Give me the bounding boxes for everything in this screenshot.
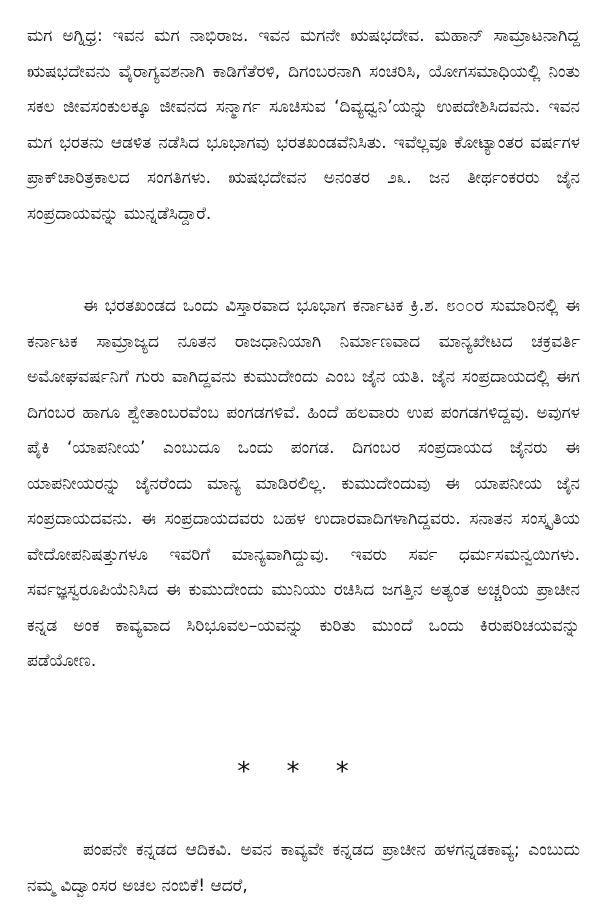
section-separator: * * * (237, 757, 363, 787)
paragraph-3: ಪಂಪನೇ ಕನ್ನಡದ ಆದಿಕವಿ. ಅವನ ಕಾವ್ಯವೇ ಕನ್ನಡದ ಪ್ರಾಚೀನ ಹಳಗನ್ನಡಕಾವ್ಯ; ಎಂಬುದು ನಮ್ಮ ವಿದ್ವಾಂಸರ ಅಚಲ ನಂಬಿಕೆ! ಆದರೆ, (27, 840, 580, 896)
paragraph-2: ಈ ಭರತಖಂಡದ ಒಂದು ವಿಸ್ತಾರವಾದ ಭೂಭಾಗ ಕರ್ನಾಟಕ ಕ್ರಿ.ಶ. ೮೦೦ರ ಸುಮಾರಿನಲ್ಲಿ ಈ ಕರ್ನಾಟಕ ಸಾಮ್ರಾಜ್ಯದ ನೂತನ ರಾಜಧಾನಿಯಾಗಿ ನಿರ್ಮಾಣವಾದ ಮಾನ್ಯಖೇಟದ ಚಕ್ರವರ್ತಿ ಅಮೋಘವರ್ಷನಿಗೆ ಗುರು ವಾಗಿದ್ದವನು ಕುಮುದೇಂದು ಎಂಬ ಜೈನ ಯತಿ. ಜೈನ ಸಂಪ್ರದಾಯದಲ್ಲಿ ಈಗ ದಿಗಂಬರ ಹಾಗೂ ಶ್ವೇತಾಂಬರವೆಂಬ ಪಂಗಡಗಳಿವೆ. ಹಿಂದೆ ಹಲವಾರು ಉಪ ಪಂಗಡಗಳಿದ್ದವು. ಅವುಗಳ ಪೈಕಿ ‘ಯಾಪನೀಯ’ ಎಂಬುದೂ ಒಂದು ಪಂಗಡ. ದಿಗಂಬರ ಸಂಪ್ರದಾಯದ ಜೈನರು ಈ ಯಾಪನೀಯರನ್ನು ಜೈನರೆಂದು ಮಾನ್ಯ ಮಾಡಿರಲಿಲ್ಲ. ಕುಮುದೇಂದುವು ಈ ಯಾಪನೀಯ ಜೈನ ಸಂಪ್ರದಾಯದವನು. ಈ ಸಂಪ್ರದಾಯದವರು ಬಹಳ ಉದಾರವಾದಿಗಳಾಗಿದ್ದವರು. ಸನಾತನ ಸಂಸ್ಕೃತಿಯ ವೇದೋಪನಿಷತ್ತುಗಳೂ ಇವರಿಗೆ ಮಾನ್ಯವಾಗಿದ್ದುವು. ಇವರು ಸರ್ವ ಧರ್ಮಸಮನ್ವಯಿಗಳು. ಸರ್ವಜ್ಞಸ್ವರೂಪಿಯೆನಿಸಿದ ಈ ಕುಮುದೇಂದು ಮುನಿಯು ರಚಿಸಿದ ಜಗತ್ತಿನ ಅತ್ಯಂತ ಅಚ್ಚರಿಯ ಪ್ರಾಚೀನ ಕನ್ನಡ ಅಂಕ ಕಾವ್ಯವಾದ ಸಿರಿಭೂವಲ–ಯವನ್ನು ಕುರಿತು ಮುಂದೆ ಒಂದು ಕಿರುಪರಿಚಯವನ್ನು ಪಡೆಯೋಣ. (27, 296, 580, 671)
paragraph-1: ಮಗ ಅಗ್ನಿಧ್ರ: ಇವನ ಮಗ ನಾಭಿರಾಜ. ಇವನ ಮಗನೇ ಋಷಭದೇವ. ಮಹಾನ್ ಸಾಮ್ರಾಟನಾಗಿದ್ದ ಋಷಭದೇವನು ವೈರಾಗ್ಯವಶನಾಗಿ ಕಾಡಿಗೆತೆರಳಿ, ದಿಗಂಬರನಾಗಿ ಸಂಚರಿಸಿ, ಯೋಗಸಮಾಧಿಯಲ್ಲಿ ನಿಂತು ಸಕಲ ಜೀವಸಂಕುಲಕ್ಕೂ ಜೀವನದ ಸನ್ಮಾರ್ಗ ಸೂಚಿಸುವ ‘ದಿವ್ಯಧ್ವನಿ’ಯನ್ನು ಉಪದೇಶಿಸಿದವನು. ಇವನ ಮಗ ಭರತನು ಆಡಳಿತ ನಡೆಸಿದ ಭೂಭಾಗವು ಭರತಖಂಡವೆನಿಸಿತು. ಇವೆಲ್ಲವೂ ಕೋಟ್ಯಾಂತರ ವರ್ಷಗಳ ಪ್ರಾಕ್‌ಚಾರಿತ್ರಕಾಲದ ಸಂಗತಿಗಳು. ಋಷಭದೇವನ ಅನಂತರ ೨೩. ಜನ ತೀರ್ಥಂಕರರು ಜೈನ ಸಂಪ್ರದಾಯವನ್ನು ಮುನ್ನಡೆಸಿದ್ದಾರೆ. (27, 26, 580, 224)
